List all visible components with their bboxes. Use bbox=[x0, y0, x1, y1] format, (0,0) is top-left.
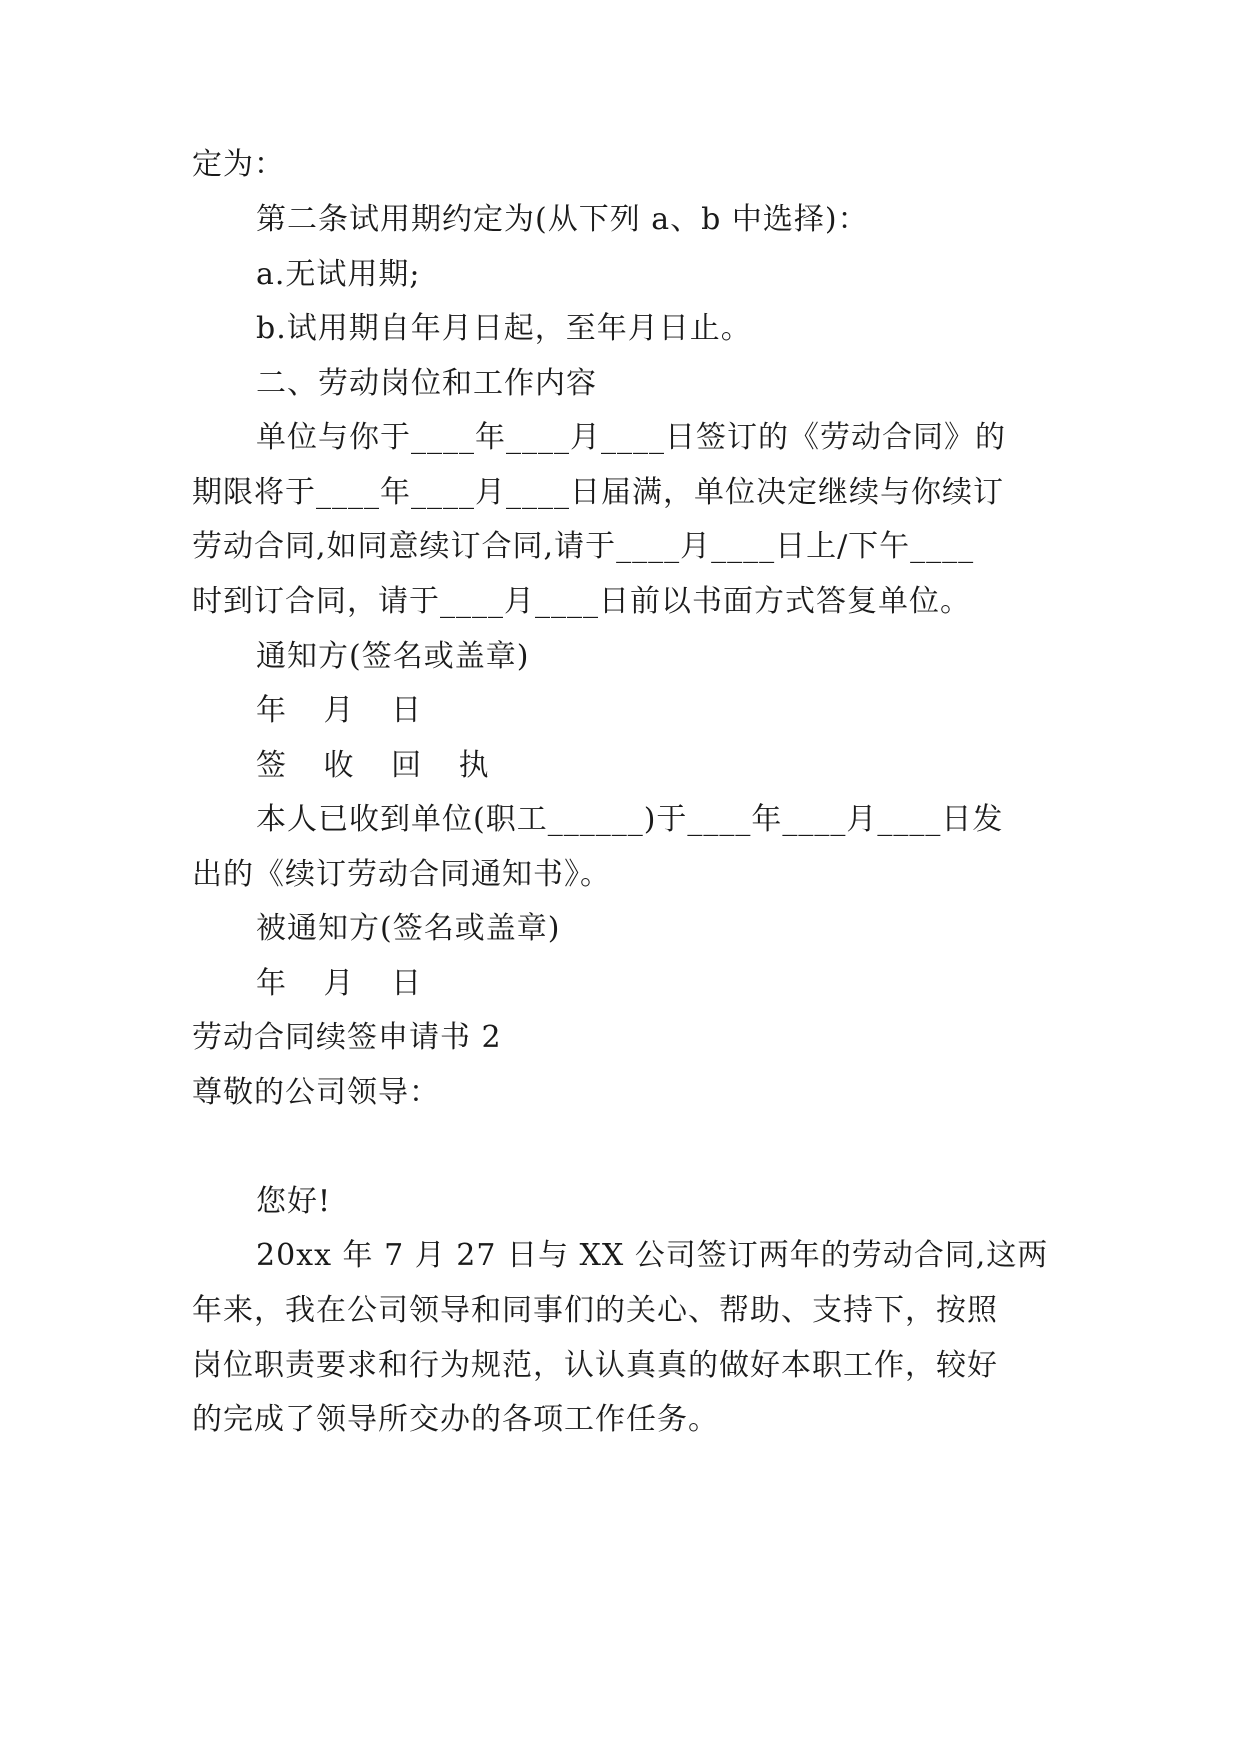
notice-paragraph-line-1: 单位与你于____年____月____日签订的《劳动合同》的 bbox=[256, 420, 1006, 455]
body-paragraph-line-1: 20xx 年 7 月 27 日与 XX 公司签订两年的劳动合同,这两 bbox=[256, 1238, 1049, 1273]
receipt-heading: 签 收 回 执 bbox=[256, 748, 503, 783]
document-title-2: 劳动合同续签申请书 2 bbox=[192, 1020, 502, 1055]
recipient-date: 年 月 日 bbox=[256, 966, 436, 1001]
option-a: a.无试用期; bbox=[256, 257, 421, 292]
body-paragraph-line-3: 岗位职责要求和行为规范，认认真真的做好本职工作，较好 bbox=[192, 1348, 998, 1383]
section-heading-job-position: 二、劳动岗位和工作内容 bbox=[256, 366, 597, 401]
body-paragraph-line-2: 年来，我在公司领导和同事们的关心、帮助、支持下，按照 bbox=[192, 1293, 998, 1328]
salutation: 尊敬的公司领导： bbox=[192, 1075, 440, 1110]
body-paragraph-line-4: 的完成了领导所交办的各项工作任务。 bbox=[192, 1402, 719, 1437]
clause-probation-heading: 第二条试用期约定为(从下列 a、b 中选择)： bbox=[256, 202, 869, 237]
greeting: 您好! bbox=[256, 1184, 332, 1219]
notifier-date: 年 月 日 bbox=[256, 693, 436, 728]
receipt-paragraph-line-2: 出的《续订劳动合同通知书》。 bbox=[192, 857, 611, 892]
notifier-signature: 通知方(签名或盖章) bbox=[256, 639, 530, 674]
recipient-signature: 被通知方(签名或盖章) bbox=[256, 911, 561, 946]
notice-paragraph-line-4: 时到订合同，请于____月____日前以书面方式答复单位。 bbox=[192, 584, 971, 619]
option-b: b.试用期自年月日起，至年月日止。 bbox=[256, 311, 752, 346]
receipt-paragraph-line-1: 本人已收到单位(职工______)于____年____月____日发 bbox=[256, 802, 1004, 837]
paragraph-continuation: 定为： bbox=[192, 147, 285, 182]
notice-paragraph-line-2: 期限将于____年____月____日届满，单位决定继续与你续订 bbox=[192, 475, 1004, 510]
notice-paragraph-line-3: 劳动合同,如同意续订合同,请于____月____日上/下午____ bbox=[192, 529, 975, 564]
